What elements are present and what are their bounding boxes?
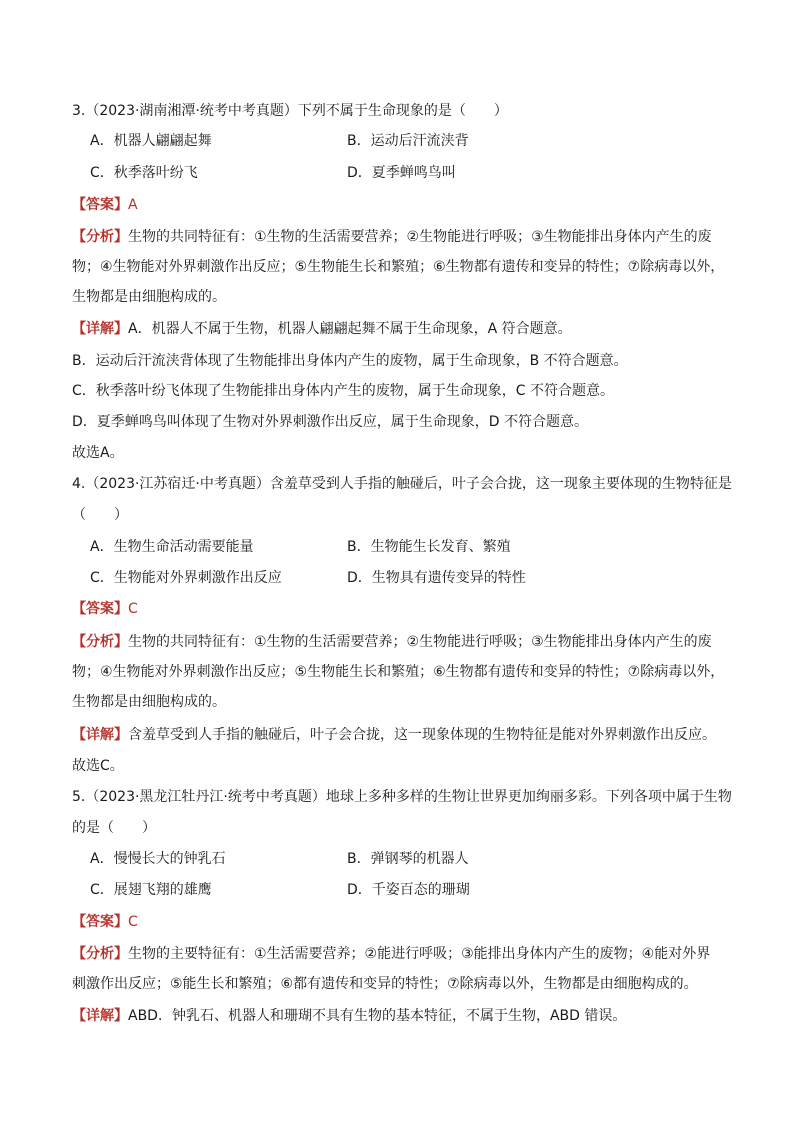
q5-option-d: D．千姿百态的珊瑚 — [347, 882, 470, 898]
q5-detail-line-1 — [72, 1006, 732, 1026]
detail-label: 【详解】 — [72, 727, 128, 743]
q3-detail-line-4: D．夏季蝉鸣鸟叫体现了生物对外界刺激作出反应，属于生命现象，D 不符合题意。 — [72, 414, 589, 430]
analysis-label: 【分析】 — [72, 229, 128, 245]
q3-option-a: A．机器人翩翩起舞 — [90, 133, 212, 149]
detail-label: 【详解】 — [72, 321, 128, 337]
q3-detail-line-1 — [72, 319, 732, 339]
q5-answer — [72, 912, 732, 932]
q3-answer-value: A — [128, 197, 138, 213]
q3-stem: 3.（2023·湖南湘潭·统考中考真题）下列不属于生命现象的是（ ） — [72, 103, 508, 119]
q4-detail-line-1 — [72, 725, 732, 745]
q3-analysis-line-2: 物；④生物能对外界刺激作出反应；⑤生物能生长和繁殖；⑥生物都有遗传和变异的特性；⑦除病毒以外， — [72, 259, 725, 275]
q4-option-a: A．生物生命活动需要能量 — [90, 539, 254, 555]
q5-analysis-line-2: 刺激作出反应；⑤能生长和繁殖；⑥都有遗传和变异的特性；⑦除病毒以外，生物都是由细胞构成的。 — [72, 976, 698, 992]
q4-answer-value: C — [128, 601, 138, 617]
q5-analysis-line-1 — [72, 944, 732, 964]
q3-detail-line-2: B．运动后汗流浃背体现了生物能排出身体内产生的废物，属于生命现象，B 不符合题意。 — [72, 353, 628, 369]
q5-analysis-text-1: 生物的主要特征有：①生活需要营养；②能进行呼吸；③能排出身体内产生的废物；④能对外界 — [128, 946, 711, 962]
q4-analysis-line-2: 物；④生物能对外界刺激作出反应；⑤生物能生长和繁殖；⑥生物都有遗传和变异的特性；⑦除病毒以外， — [72, 664, 725, 680]
q3-analysis-line-1 — [72, 227, 732, 247]
q5-stem-line-1: 5.（2023·黑龙江牡丹江·统考中考真题）地球上多种多样的生物让世界更加绚丽多彩。下列各项中属于生物 — [72, 789, 732, 805]
answer-label: 【答案】 — [72, 914, 128, 930]
q4-answer — [72, 599, 732, 619]
q4-option-d: D．生物具有遗传变异的特性 — [347, 570, 526, 586]
q5-answer-value: C — [128, 914, 138, 930]
q3-answer — [72, 195, 732, 215]
answer-label: 【答案】 — [72, 197, 128, 213]
analysis-label: 【分析】 — [72, 946, 128, 962]
q5-option-c: C．展翅飞翔的雄鹰 — [90, 882, 212, 898]
q4-final-choice: 故选C。 — [72, 758, 124, 774]
q3-option-d: D．夏季蝉鸣鸟叫 — [347, 165, 456, 181]
q3-detail-text-1: A．机器人不属于生物，机器人翩翩起舞不属于生命现象，A 符合题意。 — [128, 321, 572, 337]
q3-option-b: B．运动后汗流浃背 — [347, 133, 469, 149]
q4-analysis-line-1 — [72, 632, 732, 652]
q4-stem-line-1: 4.（2023·江苏宿迁·中考真题）含羞草受到人手指的触碰后，叶子会合拢，这一现象主要体现的生物特征是 — [72, 476, 732, 492]
analysis-label: 【分析】 — [72, 634, 128, 650]
q3-analysis-text-1: 生物的共同特征有：①生物的生活需要营养；②生物能进行呼吸；③生物能排出身体内产生的废 — [128, 229, 712, 245]
q4-analysis-line-3: 生物都是由细胞构成的。 — [72, 694, 226, 710]
answer-label: 【答案】 — [72, 601, 128, 617]
q5-stem-line-2: 的是（ ） — [72, 820, 156, 836]
q5-option-b: B．弹钢琴的机器人 — [347, 851, 469, 867]
q4-stem-line-2: （ ） — [72, 507, 128, 523]
detail-label: 【详解】 — [72, 1008, 128, 1024]
q5-option-a: A．慢慢长大的钟乳石 — [90, 851, 226, 867]
q3-final-choice: 故选A。 — [72, 445, 124, 461]
q4-option-c: C．生物能对外界刺激作出反应 — [90, 570, 282, 586]
q3-detail-line-3: C．秋季落叶纷飞体现了生物能排出身体内产生的废物，属于生命现象，C 不符合题意。 — [72, 383, 614, 399]
q4-analysis-text-1: 生物的共同特征有：①生物的生活需要营养；②生物能进行呼吸；③生物能排出身体内产生的废 — [128, 634, 712, 650]
q3-option-c: C．秋季落叶纷飞 — [90, 165, 198, 181]
q3-analysis-line-3: 生物都是由细胞构成的。 — [72, 289, 226, 305]
q4-detail-text-1: 含羞草受到人手指的触碰后，叶子会合拢，这一现象体现的生物特征是能对外界刺激作出反应。 — [128, 727, 716, 743]
q5-detail-text-1: ABD．钟乳石、机器人和珊瑚不具有生物的基本特征，不属于生物，ABD 错误。 — [128, 1008, 627, 1024]
q4-option-b: B．生物能生长发育、繁殖 — [347, 539, 511, 555]
